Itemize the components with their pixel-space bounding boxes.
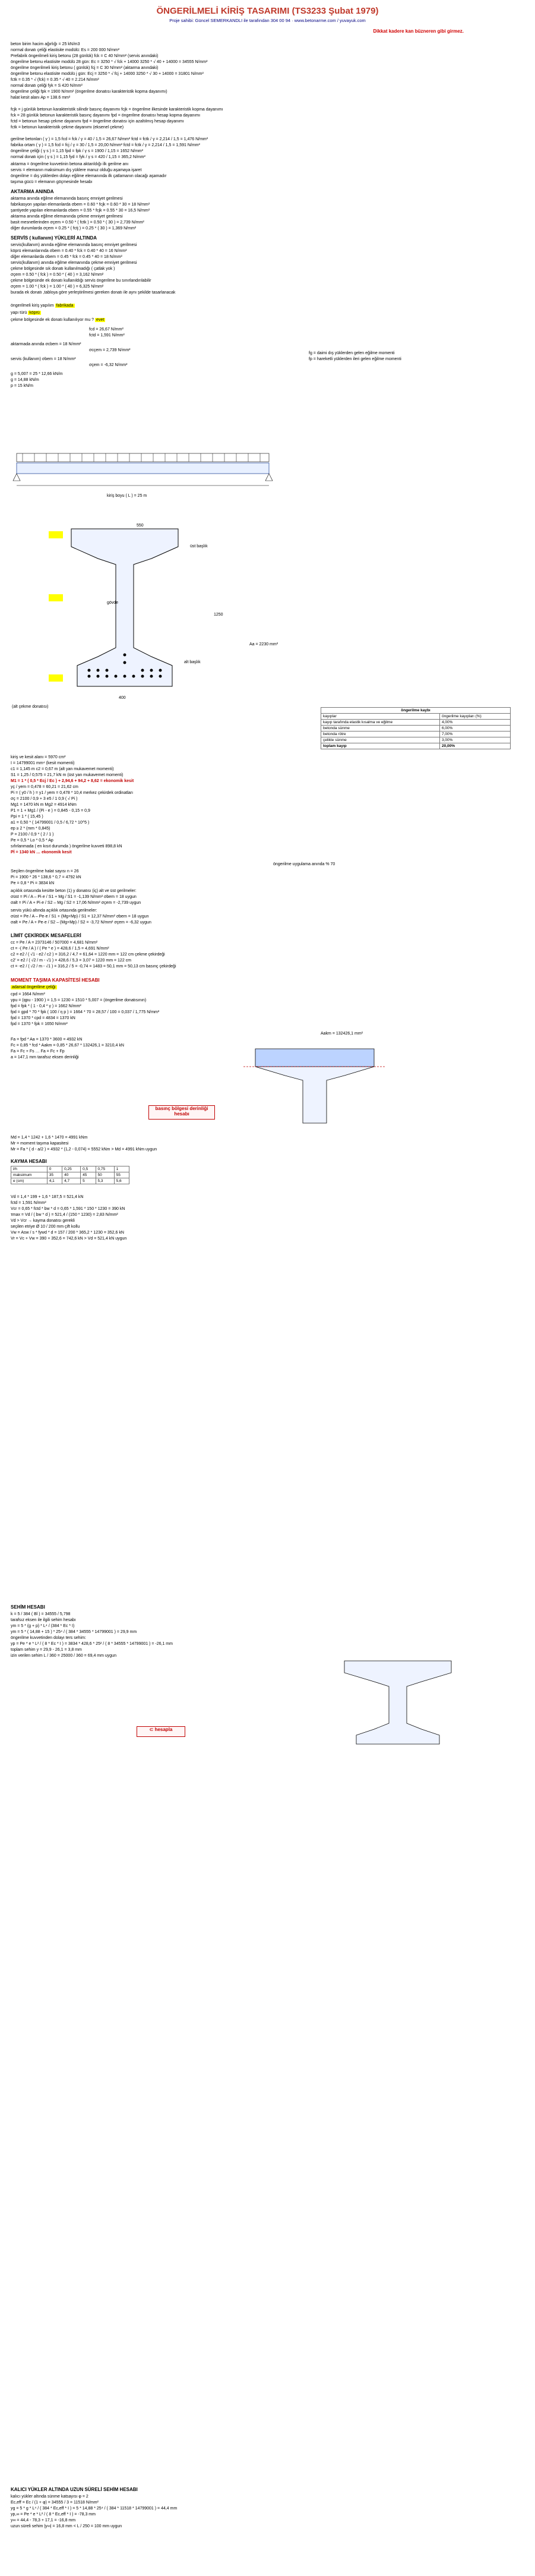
design-bottom-select[interactable]: evet <box>96 318 105 322</box>
check-line: Seçilen öngerilme halat sayısı n = 26 <box>11 869 79 874</box>
distributed-load <box>17 453 269 462</box>
design-span: yapı türü köprü <box>11 311 40 315</box>
support-right <box>265 474 273 481</box>
table-row: maksimum 35 40 45 50 55 <box>11 1172 129 1178</box>
kayma-line: τmax = Vd / ( bw * d ) = 521,4 / (150 * 1230) = 2,83 N/mm² <box>11 1213 118 1217</box>
sehim-calc-button[interactable]: ⊂ hesapla <box>137 1726 185 1737</box>
aktarma-line: aktarma anında eğilme elemanında çekme emniyet gerilmesi <box>11 215 123 219</box>
page-subtitle: Proje sahibi: Güncel SEMERKANDLI ile tarafından 304 00 94 · www.betonarme.com / yuvayuk.com <box>169 18 366 23</box>
section-label-web: gövde <box>107 601 119 605</box>
calc-line: I = 14799001 mm⁴ (kesit momenti) <box>11 761 75 765</box>
warning-note: Dikkat kadere kan büzneren gibi girmez. <box>373 29 464 34</box>
check-line: Pi = 1900 * 26 * 138,6 * 0,7 = 4792 kN <box>11 875 81 879</box>
kalici-line: uzun süreli sehim |y∞| = 16,8 mm < L / 250 = 100 mm uygun <box>11 2524 122 2528</box>
calc-line: M1 = 1 * ( 0,5 * Ecj / Ec ) + 2,94,6 + 94,2 + 8,62 = ekonomik kesit <box>11 779 134 783</box>
input-line: öngerilme çeliği fpk = 1900 N/mm² (öngerilme donatısı karakteristik kopma dayanımı) <box>11 90 167 94</box>
aktarma-line: diğer durumlarda σçem = 0.25 * ( fctj ) = 0.25 * ( 30 ) = 1,369 N/mm² <box>11 226 137 231</box>
factor-line: aktarma = öngerilme kuvvetinin betona aktarıldığı ilk gerilme anı <box>11 162 129 166</box>
design-line: p = 15 kN/m <box>11 384 33 388</box>
i-beam-section <box>48 523 202 701</box>
factor-line: servis = elemanın maksimum dış yüklere maruz olduğu aşamaya işaret <box>11 168 142 172</box>
page-title: ÖNGERİLMELİ KİRİŞ TASARIMI (TS3233 Şubat 1979) <box>156 6 379 16</box>
sehim-line: izin verilen sehim L / 360 = 25000 / 360 = 69,4 mm uygun <box>11 1654 116 1658</box>
moment-line: fpd = 1370 * fpk = 1650 N/mm² <box>11 1022 68 1026</box>
moment-section-diagram <box>238 1046 392 1129</box>
servis-line: servis(kullanım) anında eğilme elemanında basınç emniyet gerilmesi <box>11 243 137 247</box>
section-servis: SERVİS ( kullanım) YÜKLERİ ALTINDA <box>11 235 97 241</box>
factor-line: normal donatı için ( γ s ) = 1,15 fyd = fyk / γ s = 420 / 1,15 = 365,2 N/mm² <box>11 155 145 159</box>
kayma-line: Vd = 1,4 * 199 + 1,6 * 187,5 = 521,4 kN <box>11 1195 84 1199</box>
design-line: fcd = 26,67 N/mm² <box>89 327 124 332</box>
kayma-line: Vd > Vcr → kayma donatısı gerekli <box>11 1219 75 1223</box>
web-hl <box>49 594 63 601</box>
calc-line: Pİ = 1340 kN … ekonomik kesit <box>11 850 72 855</box>
input-line: fctk = betonun karakteristik çekme dayanımı (eksenel çekme) <box>11 125 124 130</box>
table-row: e (cm) 4,1 4,7 5 5,3 5,6 <box>11 1178 129 1184</box>
moment-line: Md = 1,4 * 1242 + 1,6 * 1470 = 4991 kNm <box>11 1136 88 1140</box>
section-moment: MOMENT TAŞIMA KAPASİTESİ HESABI <box>11 978 100 983</box>
top-flange-hl <box>49 531 63 538</box>
servis-line: köprü elemanlarında σbem = 0.40 * fck = 0.40 * 40 = 16 N/mm² <box>11 249 127 253</box>
loss-table <box>321 707 511 749</box>
check-line: servis yükü altında açıklık ortasında gerilmeler: <box>11 909 97 913</box>
sehim-section-diagram <box>321 1658 475 1747</box>
design-line: g = 14,88 kN/m <box>11 378 39 382</box>
calc-line: Pe = 0,5 * Lo * 0,5 * Ap <box>11 838 53 843</box>
moment-line: adarsal öngerilme çeliği <box>12 985 56 989</box>
servis-line: çekme bölgesinde sık donatı kullanılmadığı ( çatlak yok ) <box>11 267 115 271</box>
aktarma-line: aktarma anında eğilme elemanında basınç emniyet gerilmesi <box>11 197 123 201</box>
kayma-line: Vcr = 0,65 * fctd * bw * d = 0,65 * 1,591 * 150 * 1230 = 390 kN <box>11 1207 125 1211</box>
loss-table-title: öngerilme kaybı <box>321 708 511 714</box>
design-line: g = 5,007 = 25 * 12,66 kN/m <box>11 372 63 376</box>
check-line: σüst = Pi / A – Pi·e / S1 + Mg / S1 = -1,139 N/mm² σbem = 18 uygun <box>11 895 137 899</box>
section-label-bottom: alt başlık <box>184 660 201 664</box>
moment-line: fpd = fpk * ( 1 - 0,4 * γ ) = 1662 N/mm² <box>11 1004 81 1008</box>
servis-line: σçem = 1.00 * ( fck ) = 1.00 * ( 40 ) = 6,325 N/mm² <box>11 285 104 289</box>
calc-line: sıfırlanmada ( en kısıt durumda ) öngerilme kuvveti 898,8 kN <box>11 844 122 849</box>
sehim-line: öngerilme kuvvetinden dolayı ters sehim: <box>11 1636 86 1640</box>
aktarma-line: fabrikasyon yapılan elemanlarda σbem = 0.60 * fcjk = 0.60 * 30 = 18 N/mm² <box>11 203 150 207</box>
moment-line: Mr = moment taşıma kapasitesi <box>11 1142 69 1146</box>
limit-core-line: ct = -( Pe / A ) / ( Pe * e ) = 428,6 / 1,5 = 4,691 N/mm² <box>11 947 109 951</box>
limit-core-line: cc = Pe / A = 2373146 / 507000 = 4,681 N/mm² <box>11 941 98 945</box>
kayma-line: seçilen etriye Ø 10 / 200 mm çift kollu <box>11 1225 80 1229</box>
factor-line: fabrika ortam ( γ ) = 1,5 fcd = fcj / γ = 30 / 1,5 = 20,00 N/mm² fctd = fctk / γ = 2,214 / 1,5 = 1,591 N/mm² <box>11 143 200 147</box>
calc-line: Mg1 = 1470 kN m Mg2 = 4914 kNm <box>11 803 77 807</box>
calc-line: a1 = 0,50 * ( 14799001 / 0,5 / 6,72 * 10^5 ) <box>11 821 90 825</box>
kalici-line: Ec,eff = Ec / (1 + φ) = 34555 / 3 = 11518 N/mm² <box>11 2501 99 2505</box>
bottom-flange-hl <box>49 674 63 682</box>
servis-line: σçem = 0.50 * ( fck ) = 0.50 * ( 40 ) = 3,162 N/mm² <box>11 273 104 277</box>
design-line: fctd = 1,591 N/mm² <box>89 333 125 338</box>
check-line: σalt = Pe / A + Pe·e / S2 – (Mg+Mp) / S2 = -3,72 N/mm² σçem = -6,32 uygun <box>11 920 151 925</box>
calc-line: σç = 2100 / 0,9 + 3 e5 / 1 0,9 ( √ Pi ) <box>11 797 78 801</box>
input-line: öngerilme öngerilmeli kiriş betonu ( günlük) fcj = C 30 N/mm² (aktarma anındaki) <box>11 66 159 70</box>
sehim-line: ym = 5 * (g + p) * L⁴ / (384 * Ec * I) <box>11 1624 75 1628</box>
input-line: öngerilme betonu elastisite modülü 28 gün: Ec = 3250 * √ fck + 14000 3250 * √ 40 + 14000 = 34555 N/mm² <box>11 60 208 64</box>
input-line: normal donatı çeliği elastisite modülü: Es = 200 000 N/mm² <box>11 48 120 52</box>
moment-line: Fa = Fc + Fs … Fa = Fc + Fp <box>11 1049 65 1054</box>
aktarma-line: basit mesnetlerinden σçem = 0.50 * ( fctk ) = 0.50 * ( 30 ) = 2,739 N/mm² <box>11 220 144 225</box>
design-line: servis (kullanım) σbem = 18 N/mm² <box>11 357 76 361</box>
kalici-line: yp,∞ = Pe * e * L² / ( 8 * Ec,eff * I ) = -78,3 mm <box>11 2512 96 2517</box>
moment-line: γpu = (qpu - 1900 ) = 1,5 = 1230 = 1510 * 5,007 = (öngerilme donatısının) <box>11 998 147 1002</box>
kayma-line: fctd = 1,591 N/mm² <box>11 1201 46 1205</box>
section-depth: 1250 <box>214 613 223 617</box>
kalici-line: yg = 5 * g * L⁴ / ( 384 * Ec,eff * I ) = 5 * 14,88 * 25⁴ / ( 384 * 11518 * 14799001 ) = 44,4 mm <box>11 2506 178 2511</box>
check-line: öngerilme uygulama anında % 70 <box>273 862 335 866</box>
section-support: (alt çekme donatısı) <box>12 705 49 709</box>
calc-line: yç / yem = 0,478 = 60,21 = 21,62 cm <box>11 785 78 789</box>
table-row: betonda rötre 7,00% <box>321 732 511 737</box>
kalici-line: y∞ = 44,4 - 78,3 + 17,1 = -16,8 mm <box>11 2518 76 2523</box>
input-line: normal donatı çeliği fyk = S 420 N/mm² <box>11 84 83 88</box>
moment-line: cpd = 1664 N/mm² <box>11 992 45 997</box>
design-type-select[interactable]: fabrikada <box>56 304 74 308</box>
check-line: σüst = Pe / A – Pe·e / S1 + (Mg+Mp) / S1 = 12,37 N/mm² σbem = 18 uygun <box>11 915 149 919</box>
section-top-width: 550 <box>137 524 144 528</box>
factor-line: taşıma gücü = elemanın göçmesinde hesabı <box>11 180 93 184</box>
section-aktarma: AKTARMA ANINDA <box>11 189 54 194</box>
compression-zone <box>255 1049 374 1067</box>
sehim-line: k = 5 / 384 ( Bl ) = 34555 / 5,798 <box>11 1612 71 1616</box>
moment-line: fpd = 1370 * cpd = 4834 = 1370 kN <box>11 1016 75 1020</box>
input-line: fctd = betonun hesap çekme dayanımı fpd = öngerilme donatısı için azaltılmış hesap dayanımı <box>11 119 184 124</box>
input-line: fck = 28 günlük betonun karakteristik basınç dayanımı fpd = öngerilme donatısı hesap kopma dayanımı <box>11 113 201 118</box>
section-label-top: üst başlık <box>190 544 208 548</box>
moment-line: a = 147,1 mm tarafsız eksen derinliği <box>11 1055 79 1060</box>
design-line: kiriş boyu ( L ) = 25 m <box>107 494 147 498</box>
check-line: açıklık ortasında kesitte beton (1) y donatısı (iç) alt ve üst gerilmeler: <box>11 889 137 893</box>
design-line: fp = hareketli yüklerden ileri gelen eğilme momenti <box>309 357 401 361</box>
sehim-line: tarafsız eksen ile ilgili sehim hesabı <box>11 1618 76 1622</box>
aktarma-line: şantiyede yapılan elemanlarda σbem = 0.55 * fcjk = 0.55 * 30 = 16,5 N/mm² <box>11 209 150 213</box>
moment-line: fpd = gpd * 70 * fpk ( 100 / η p ) = 1664 * 70 = 28,57 / 100 = 0,037 / 1,775 N/mm² <box>11 1010 160 1014</box>
design-bottom: çekme bölgesinde ek donatı kullanılıyor mu ? evet <box>11 318 105 322</box>
input-line: Prefabrik öngerilmeli kiriş betonu (28 günlük) fck = C 40 N/mm² (servis anındaki) <box>11 54 159 58</box>
limit-core-line: ct = -e2 / ( √2 / m - √1 ) = 316,2 / 5 = -0,74 = 1483 = 50,1 mm = 50,13 cm basınç çekirdeği <box>11 964 176 969</box>
calc-line: Ppi = 1 * ( 15,45 ) <box>11 815 43 819</box>
limit-core-line: c2' = e2 / ( √2 / m - √1 ) = 428,6 / 5,3 = 3,07 = 1220 mm = 122 cm <box>11 958 131 963</box>
design-line: fg = daimi dış yüklerden gelen eğilme momenti <box>309 351 395 355</box>
input-line: öngerilme betonu elastisite modülü j gün: Ecj = 3250 * √ fcj + 14000 3250 * √ 30 + 14000 = 31801 N/mm² <box>11 72 204 76</box>
table-row: çelikte sünme 3,00% <box>321 737 511 743</box>
servis-line: çekme bölgesinde ek donatı kullanıldığı servis öngerilme bu sınırlandırılabilir <box>11 279 151 283</box>
kayma-line: Vw = Asw / s * fywd * d = 157 / 200 * 365,2 * 1230 = 352,6 kN <box>11 1231 124 1235</box>
sehim-section-outline <box>344 1661 451 1744</box>
design-line: σcçem = 2,739 N/mm² <box>89 348 131 352</box>
design-line: σçem = -6,32 N/mm² <box>89 363 128 367</box>
section-kalici: KALICI YÜKLER ALTINDA UZUN SÜRELİ SEHİM HESABI <box>11 2487 138 2492</box>
kayma-table: l/h 0 0,25 0,5 0,75 1 maksimum 35 40 45 50 55 e (cm) 4,1 4,7 5 5,3 5,6 <box>11 1166 129 1184</box>
loss-header: kayıplar <box>321 714 440 720</box>
table-row: kayıp tarafında elastik kısalma ve eğilme 4,00% <box>321 720 511 726</box>
kayma-line: Vr = Vc + Vw = 390 + 352,6 = 742,6 kN > Vd = 521,4 kN uygun <box>11 1237 127 1241</box>
calc-line: Pi = ( y0 / h ) = y1 / yem = 0,478 * 10,4 merkez çekirdek ordinatları <box>11 791 134 795</box>
sehim-line: yp = Pe * e * L² / ( 8 * Ec * I ) = 3834 * 428,6 * 25² / ( 8 * 34555 * 14799001 ) = -26,1 mm <box>11 1642 173 1646</box>
design-span-select[interactable]: köprü <box>29 311 40 315</box>
moment-line: Aakm = 132426,1 mm² <box>321 1032 363 1036</box>
table-row: betonda sünme 6,00% <box>321 726 511 732</box>
factor-line: öngerilme çeliği ( γ s ) = 1,15 fpd = fpk / γ s = 1900 / 1,15 = 1652 N/mm² <box>11 149 143 153</box>
factor-line: öngerilme = dış yüklerden dolayı eğilme elemanında ilk çatlamanın olacağı aşamadır <box>11 174 167 178</box>
input-line: halat kesit alanı Ap = 138.6 mm² <box>11 96 71 100</box>
moment-line: Fa = fpd * Aa = 1370 * 3600 = 4932 kN <box>11 1038 83 1042</box>
moment-line: Fc = 0,85 * fcd * Aakm = 0,85 * 26,67 * 132426,1 = 3210,4 kN <box>11 1043 124 1048</box>
input-line: fctk = 0.35 * √ (fck) = 0.35 * √ 40 = 2.214 N/mm² <box>11 78 99 82</box>
section-bottom-width: 400 <box>119 696 126 700</box>
calc-line: S1 = 1,25 / 0,575 = 21,7 kN m (üst yan mukavemet momenti) <box>11 773 124 777</box>
calc-line: kiriş ve kesit alanı = 5970 cm² <box>11 755 66 759</box>
beam-diagram <box>11 449 275 489</box>
section-area: Aa = 2230 mm² <box>249 642 278 647</box>
loss-header: öngerilme kayıpları (%) <box>439 714 510 720</box>
design-type: öngerilmeli kiriş yapılım fabrikada <box>11 304 74 308</box>
servis-line: burada ek donatı ,tabloya göre yerleştirilmesi gereken donatı ile aynı şekilde tasarlanacak <box>11 291 176 295</box>
limit-core-line: c2 = e2 / ( √1 - e2 / c2 ) = 316,2 / 4,7 = 61,64 = 1220 mm = 122 cm çekme çekirdeği <box>11 953 165 957</box>
factor-line: gerilme betonları ( γ ) = 1,5 fcd = fck / γ = 40 / 1,5 = 26,67 N/mm² fctd = fctk / γ = 2,214 / 1,5 = 1,476 N/mm² <box>11 137 208 141</box>
design-line: aktarmada anında σcbem = 18 N/mm² <box>11 342 81 346</box>
calc-line: ep ≥ 2 * (mm * 0,845) <box>11 827 50 831</box>
calc-line: P = 2100 / 0,9 * ( 2 / 1 ) <box>11 833 54 837</box>
support-left <box>13 474 20 481</box>
section-limit: LİMİT ÇEKİRDEK MESAFELERİ <box>11 933 81 938</box>
table-row: toplam kayıp 20,00% <box>321 743 511 749</box>
check-line: σalt = Pi / A + Pi·e / S2 – Mg / S2 = 17,06 N/mm² σçem = -2,739 uygun <box>11 901 141 905</box>
input-line: beton birim hacim ağırlığı = 25 kN/m3 <box>11 42 80 46</box>
section-kayma: KAYMA HESABI <box>11 1159 47 1164</box>
moment-line: Mr = Fa * ( d - a/2 ) = 4932 * (1,2 - 0,074) = 5552 kNm > Md = 4991 kNm uygun <box>11 1147 157 1152</box>
input-line: fcjk = j günlük betonun karakteristik silindir basınç dayanımı fcjk = öngerilme ilkesinde karakteristik kopma dayanımı <box>11 108 223 112</box>
check-line: Pe = 0,8 * Pi = 3834 kN <box>11 881 55 885</box>
sehim-line: ym = 5 * ( 14,88 + 15 ) * 25⁴ / ( 384 * 34555 * 14799001 ) = 29,9 mm <box>11 1630 137 1634</box>
section-body <box>255 1067 374 1123</box>
servis-line: servis(kullanım) anında eğilme elemanında çekme emniyet gerilmesi <box>11 261 137 265</box>
calc-line: c1 = 1,145 m c2 = 0,67 m (alt yan mukavemet momenti) <box>11 767 114 771</box>
servis-line: diğer elemanlarda σbem = 0.45 * fck = 0.45 * 40 = 18 N/mm² <box>11 255 122 259</box>
section-sehim: SEHİM HESABI <box>11 1604 45 1610</box>
sehim-line: toplam sehim y = 29,9 - 26,1 = 3,8 mm <box>11 1648 82 1652</box>
kalici-line: kalıcı yükler altında sünme katsayısı φ = 2 <box>11 2495 88 2499</box>
compression-depth-button[interactable]: basınç bölgesi derinliği hesabı <box>148 1105 215 1120</box>
beam-body <box>17 463 269 474</box>
calc-line: P1 = 1 + Mg1 / (Pi - e ) = 0,845 - 0,15 = 0,9 <box>11 809 90 813</box>
